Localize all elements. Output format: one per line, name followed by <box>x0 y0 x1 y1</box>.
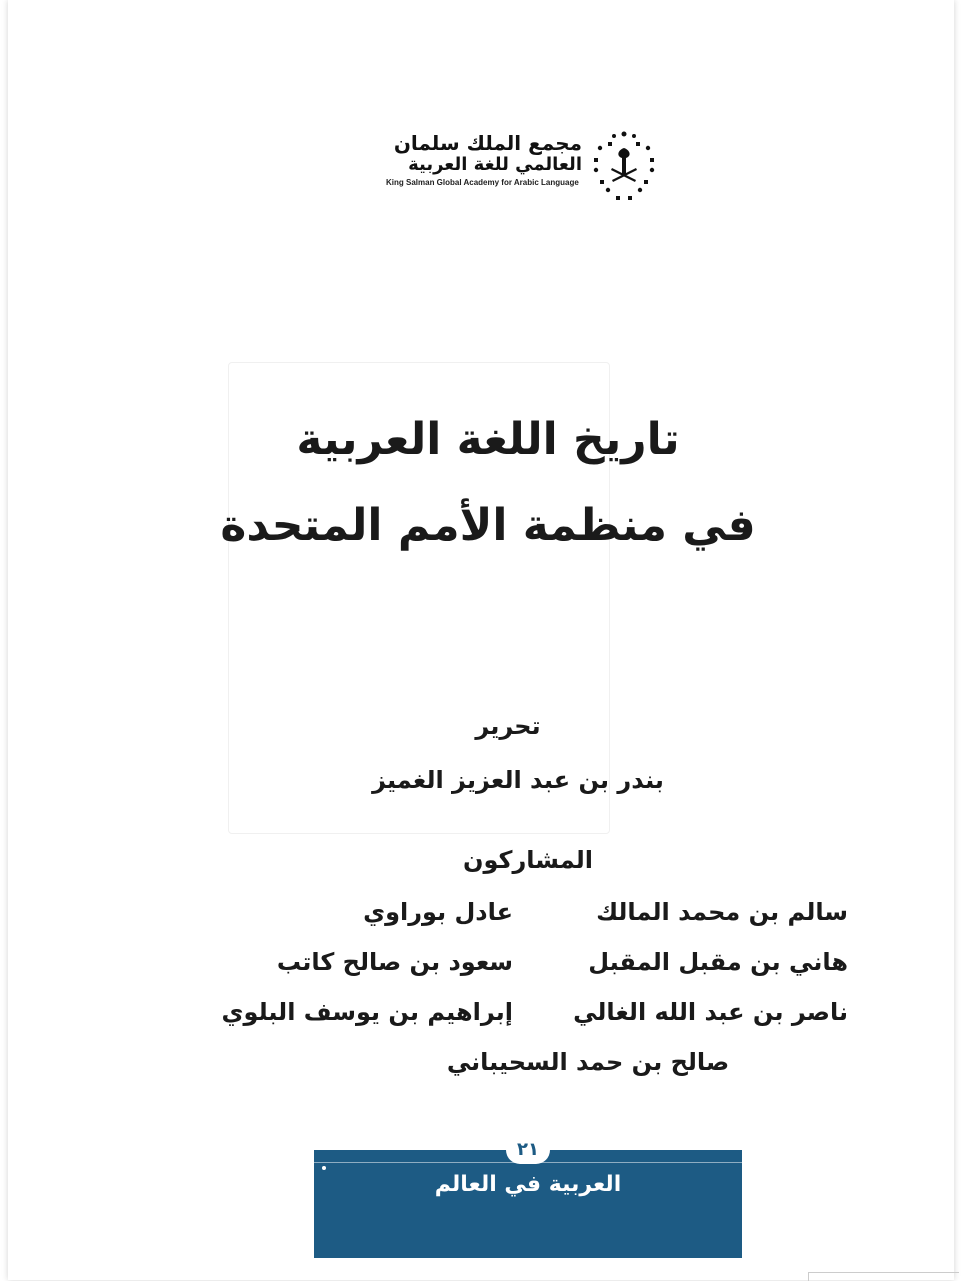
logo-text <box>386 132 582 187</box>
participant-name: سالم بن محمد المالك <box>596 898 848 926</box>
participant-name: إبراهيم بن يوسف البلوي <box>221 998 513 1026</box>
participants-list <box>208 896 848 1078</box>
title-line1: تاريخ اللغة العربية <box>296 414 680 465</box>
title-line2: في منظمة الأمم المتحدة <box>220 500 756 551</box>
series-dot <box>322 1166 326 1170</box>
participant-name: صالح بن حمد السحيباني <box>446 1048 730 1076</box>
academy-emblem-icon <box>588 128 660 204</box>
participants-label: المشاركون <box>462 846 594 874</box>
editor-label: تحرير <box>475 712 541 740</box>
document-page <box>8 0 954 1280</box>
logo-english: King Salman Global Academy for Arabic Language <box>386 178 579 187</box>
academy-logo <box>386 128 666 208</box>
logo-arabic-line1: مجمع الملك سلمان <box>393 131 582 155</box>
participant-name: ناصر بن عبد الله الغالي <box>573 998 848 1026</box>
participant-name: عادل بوراوي <box>363 898 513 926</box>
participant-name: هاني بن مقبل المقبل <box>588 948 848 976</box>
series-number-badge: ٢١ <box>506 1136 550 1164</box>
participant-name: سعود بن صالح كاتب <box>276 948 513 976</box>
editor-name: بندر بن عبد العزيز الغميز <box>372 766 664 794</box>
logo-arabic-line2: العالمي للغة العربية <box>408 154 582 175</box>
series-band <box>314 1139 742 1258</box>
series-title: العربية في العالم <box>434 1172 622 1197</box>
